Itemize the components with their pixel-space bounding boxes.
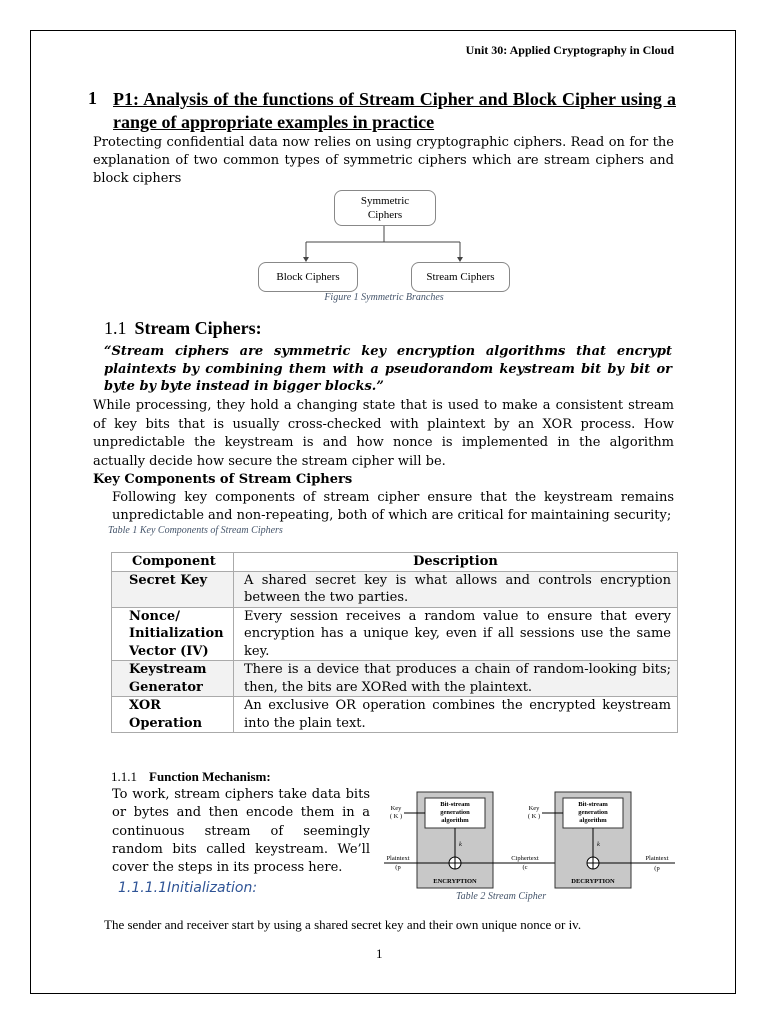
- stream-cipher-diagram: [382, 790, 677, 890]
- stream-ciphers-box: Stream Ciphers: [411, 262, 510, 292]
- key-sym-right: ( K ): [527, 813, 541, 820]
- table-row: [112, 661, 678, 697]
- table-row: [112, 571, 678, 607]
- heading-3-number: 1.1.1: [111, 769, 137, 784]
- decryption-label: DECRYPTION: [571, 878, 615, 885]
- symmetric-ciphers-diagram: [258, 186, 510, 294]
- table-row: [112, 697, 678, 733]
- table-header-row: [112, 553, 678, 572]
- cell-component: Keystream Generator: [112, 661, 234, 697]
- heading-1-title: P1: Analysis of the functions of Stream Cipher and Block Cipher using a range of appropriate examples in practice: [113, 89, 676, 132]
- plaintext-sym-left: (p: [395, 864, 401, 871]
- cell-description: Every session receives a random value to ensure that every encryption has a unique key, even if all sessions use the same key.: [234, 607, 678, 661]
- dec-bitstream-line3: algorithm: [579, 817, 607, 824]
- ciphertext-sym: (c: [522, 864, 528, 871]
- symmetric-ciphers-box: [334, 190, 436, 226]
- dec-bitstream-line2: generation: [578, 809, 608, 816]
- stream-cipher-figure: [382, 790, 677, 890]
- heading-3-title: Function Mechanism:: [149, 769, 271, 784]
- plaintext-label-right: Plaintext: [645, 855, 669, 862]
- heading-3: [111, 769, 271, 785]
- enc-bitstream-line2: generation: [440, 809, 470, 816]
- key-sym-left: ( K ): [389, 813, 403, 820]
- column-header-description: Description: [234, 553, 678, 572]
- page-number: 1: [376, 946, 383, 961]
- definition-quote: “Stream ciphers are symmetric key encryption algorithms that encrypt plaintexts by combining them with a pseudorandom keystream bit by bit or byte by byte instead in bigger blocks.”: [104, 344, 672, 394]
- processing-paragraph: While processing, they hold a changing state that is used to make a consistent stream of key bits that is usually cross-checked with plaintext by an XOR process. How unpredictable the keystream is and how nonce is implemented in the algorithm actually decide how secure the stream cipher will be.: [93, 398, 674, 469]
- table-1-caption: Table 1 Key Components of Stream Ciphers: [108, 525, 283, 536]
- heading-2: [104, 318, 262, 339]
- intro-paragraph: Protecting confidential data now relies on using cryptographic ciphers. Read on for the explanation of two common types of symmetric ciphers which are stream ciphers and block ciphers: [93, 135, 674, 186]
- cell-description: There is a device that produces a chain of random-looking bits; then, the bits are XORed with the plaintext.: [234, 661, 678, 697]
- enc-ki: k: [459, 841, 462, 848]
- key-label-left: Key: [390, 805, 402, 812]
- plaintext-label-left: Plaintext: [386, 855, 410, 862]
- table-row: [112, 607, 678, 661]
- column-header-component: Component: [112, 553, 234, 572]
- plaintext-sym-right: (p: [654, 865, 660, 872]
- cell-component: Nonce/ Initialization Vector (IV): [112, 607, 234, 661]
- root-line-2: Ciphers: [367, 209, 403, 221]
- key-components-heading: Key Components of Stream Ciphers: [93, 472, 353, 487]
- block-ciphers-box: Block Ciphers: [258, 262, 358, 292]
- table-2-caption: Table 2 Stream Cipher: [456, 891, 547, 902]
- running-header: Unit 30: Applied Cryptography in Cloud: [465, 43, 674, 57]
- heading-4-number: 1.1.1.1: [118, 880, 167, 896]
- heading-4-title: Initialization:: [166, 880, 258, 896]
- cell-component: Secret Key: [112, 571, 234, 607]
- heading-1-number: 1: [88, 88, 97, 108]
- encryption-label: ENCRYPTION: [433, 878, 477, 885]
- cell-description: An exclusive OR operation combines the encrypted keystream into the plain text.: [234, 697, 678, 733]
- enc-bitstream-line3: algorithm: [441, 817, 469, 824]
- root-line-1: Symmetric: [360, 195, 410, 207]
- cell-component: XOR Operation: [112, 697, 234, 733]
- heading-2-number: 1.1: [104, 318, 127, 338]
- ciphertext-label: Ciphertext: [511, 855, 539, 862]
- cell-description: A shared secret key is what allows and controls encryption between the two parties.: [234, 571, 678, 607]
- dec-ki: k: [597, 841, 600, 848]
- heading-4: [118, 880, 257, 896]
- key-label-right: Key: [528, 805, 540, 812]
- key-components-paragraph: Following key components of stream cipher ensure that the keystream remains unpredictable and non-repeating, both of which are critical for maintaining security;: [112, 490, 674, 523]
- key-components-table: [111, 552, 678, 733]
- enc-bitstream-line1: Bit-stream: [440, 801, 470, 808]
- figure-1-caption: Figure 1 Symmetric Branches: [324, 292, 444, 303]
- initialization-paragraph: The sender and receiver start by using a shared secret key and their own unique nonce or iv.: [104, 917, 582, 932]
- dec-bitstream-line1: Bit-stream: [578, 801, 608, 808]
- function-mechanism-paragraph: To work, stream ciphers take data bits or bytes and then encode them in a continuous stream of seemingly random bits called keystream. We’ll cover the steps in its process here.: [112, 787, 370, 876]
- heading-2-title: Stream Ciphers:: [134, 318, 262, 338]
